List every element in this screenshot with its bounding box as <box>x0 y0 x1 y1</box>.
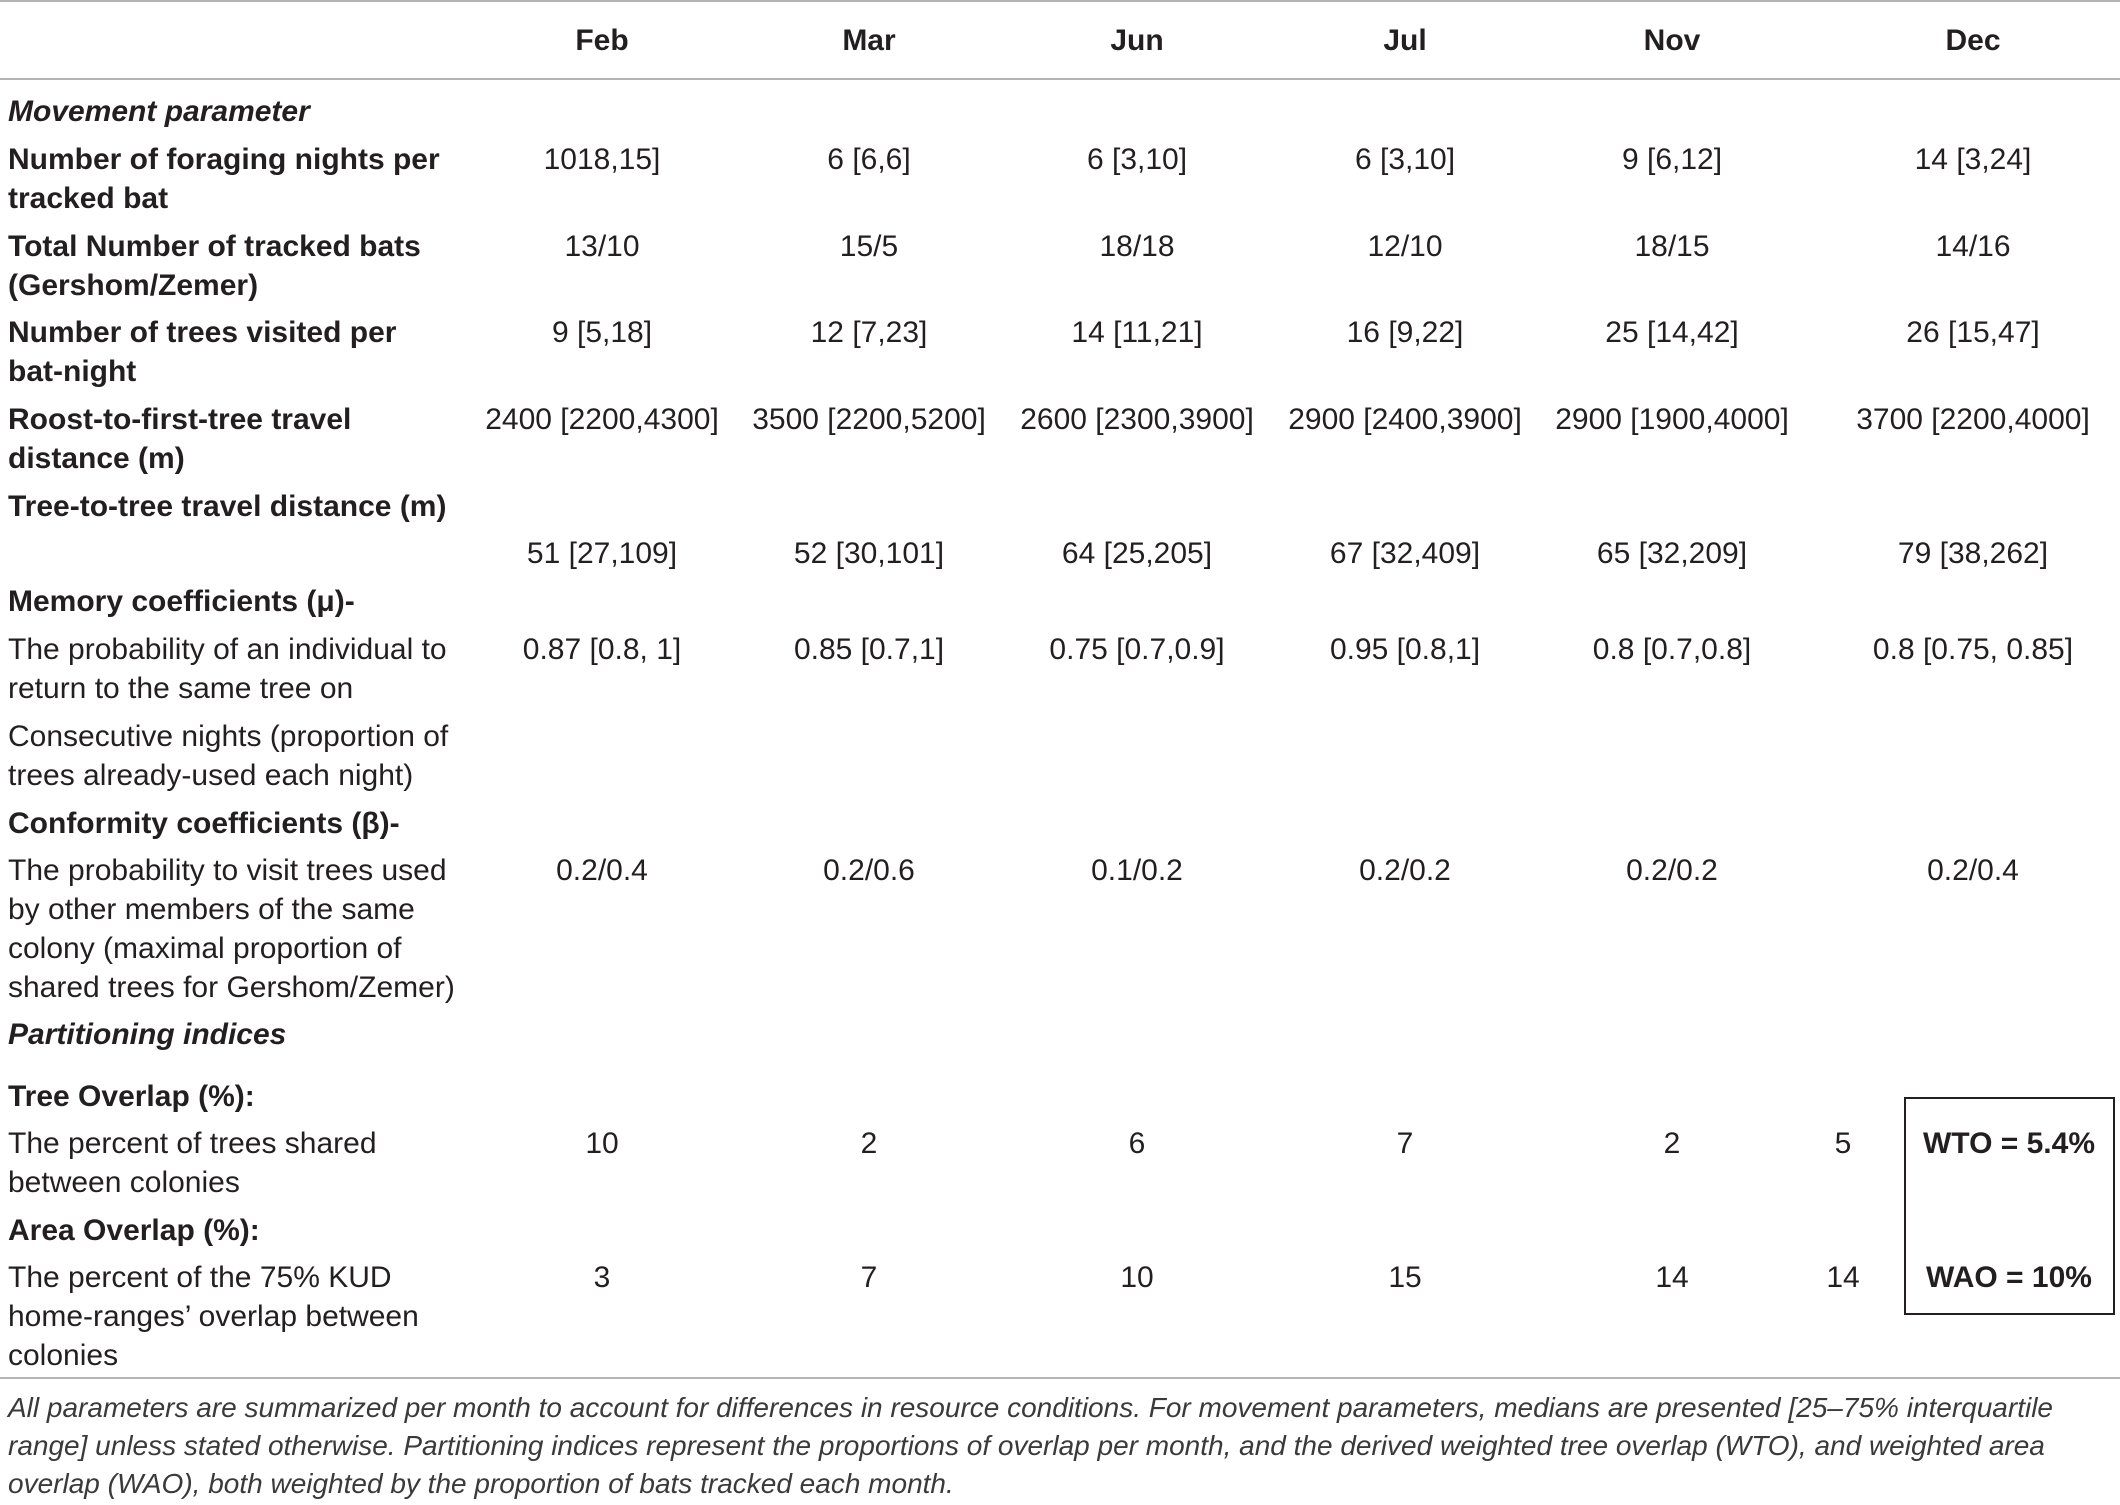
row-label: bat-night <box>8 355 137 388</box>
cell-feb: 3 <box>593 1261 611 1294</box>
cell-jun: 6 <box>1128 1127 1146 1160</box>
cell-dec: 5 <box>1834 1127 1852 1160</box>
row-label: Tree-to-tree travel distance (m) <box>8 490 447 523</box>
bottom-rule <box>0 1377 2120 1379</box>
col-header-feb: Feb <box>575 24 629 57</box>
cell-nov: 9 [6,12] <box>1621 143 1723 176</box>
cell-jul: 0.2/0.2 <box>1359 854 1451 887</box>
cell-mar: 0.2/0.6 <box>823 854 915 887</box>
row-description: home-ranges’ overlap between <box>8 1300 419 1333</box>
cell-mar: 3500 [2200,5200] <box>752 403 986 436</box>
row-description: by other members of the same <box>8 893 415 926</box>
col-header-jun: Jun <box>1110 24 1164 57</box>
cell-mar: 0.85 [0.7,1] <box>793 633 945 666</box>
wao-value: WAO = 10% <box>1926 1261 2092 1294</box>
cell-nov: 25 [14,42] <box>1605 316 1739 349</box>
row-heading: Conformity coefficients (β)- <box>8 807 400 840</box>
cell-jul: 15 <box>1388 1261 1422 1294</box>
cell-jun: 10 <box>1120 1261 1154 1294</box>
cell-dec: 26 [15,47] <box>1906 316 2040 349</box>
row-description: The percent of the 75% KUD <box>8 1261 392 1294</box>
cell-nov: 2900 [1900,4000] <box>1555 403 1789 436</box>
cell-feb: 0.2/0.4 <box>556 854 648 887</box>
row-description: Consecutive nights (proportion of <box>8 720 449 753</box>
row-description: The probability to visit trees used <box>8 854 447 887</box>
header-rule <box>0 78 2120 80</box>
cell-jul: 12/10 <box>1367 230 1443 263</box>
section-movement-parameter: Movement parameter <box>8 95 310 128</box>
cell-nov: 0.8 [0.7,0.8] <box>1592 633 1752 666</box>
cell-nov: 65 [32,209] <box>1596 537 1748 570</box>
cell-mar: 15/5 <box>839 230 899 263</box>
cell-jun: 64 [25,205] <box>1061 537 1213 570</box>
row-description: shared trees for Gershom/Zemer) <box>8 971 455 1004</box>
cell-feb: 2400 [2200,4300] <box>485 403 719 436</box>
row-heading: Memory coefficients (μ)- <box>8 585 355 618</box>
cell-feb: 0.87 [0.8, 1] <box>522 633 682 666</box>
cell-dec: 14 [3,24] <box>1914 143 2032 176</box>
row-label: Total Number of tracked bats <box>8 230 421 263</box>
cell-nov: 2 <box>1663 1127 1681 1160</box>
cell-jun: 6 [3,10] <box>1086 143 1188 176</box>
cell-jul: 67 [32,409] <box>1329 537 1481 570</box>
row-heading: Tree Overlap (%): <box>8 1080 255 1113</box>
cell-jun: 0.75 [0.7,0.9] <box>1049 633 1225 666</box>
cell-mar: 12 [7,23] <box>810 316 928 349</box>
row-description: The percent of trees shared <box>8 1127 377 1160</box>
cell-jun: 14 [11,21] <box>1071 316 1203 349</box>
cell-mar: 6 [6,6] <box>827 143 911 176</box>
row-label: distance (m) <box>8 442 185 475</box>
cell-dec: 14/16 <box>1935 230 2011 263</box>
cell-nov: 18/15 <box>1634 230 1710 263</box>
cell-jul: 16 [9,22] <box>1346 316 1464 349</box>
cell-jun: 18/18 <box>1099 230 1175 263</box>
cell-dec: 14 <box>1826 1261 1860 1294</box>
cell-mar: 52 [30,101] <box>793 537 945 570</box>
cell-jul: 7 <box>1396 1127 1414 1160</box>
cell-jun: 2600 [2300,3900] <box>1020 403 1254 436</box>
cell-jul: 2900 [2400,3900] <box>1288 403 1522 436</box>
row-heading: Area Overlap (%): <box>8 1214 260 1247</box>
row-description: trees already-used each night) <box>8 759 414 792</box>
row-description: colonies <box>8 1339 119 1372</box>
row-description: colony (maximal proportion of <box>8 932 402 965</box>
row-description: between colonies <box>8 1166 240 1199</box>
top-rule <box>0 0 2120 2</box>
row-label: tracked bat <box>8 182 169 215</box>
col-header-nov: Nov <box>1643 24 1701 57</box>
cell-jun: 0.1/0.2 <box>1091 854 1183 887</box>
cell-jul: 0.95 [0.8,1] <box>1329 633 1481 666</box>
cell-dec: 3700 [2200,4000] <box>1856 403 2090 436</box>
cell-feb: 9 [5,18] <box>551 316 653 349</box>
row-label: (Gershom/Zemer) <box>8 269 259 302</box>
cell-jul: 6 [3,10] <box>1354 143 1456 176</box>
cell-nov: 14 <box>1655 1261 1689 1294</box>
col-header-dec: Dec <box>1945 24 2001 57</box>
row-label: Roost-to-first-tree travel <box>8 403 352 436</box>
cell-dec: 0.2/0.4 <box>1927 854 2019 887</box>
cell-dec: 79 [38,262] <box>1897 537 2049 570</box>
cell-dec: 0.8 [0.75, 0.85] <box>1872 633 2074 666</box>
row-label: Number of trees visited per <box>8 316 397 349</box>
cell-mar: 7 <box>860 1261 878 1294</box>
cell-mar: 2 <box>860 1127 878 1160</box>
section-partitioning-indices: Partitioning indices <box>8 1018 287 1051</box>
col-header-jul: Jul <box>1383 24 1427 57</box>
row-label: Number of foraging nights per <box>8 143 440 176</box>
wto-value: WTO = 5.4% <box>1922 1127 2096 1160</box>
row-description: return to the same tree on <box>8 672 354 705</box>
cell-feb: 1018,15] <box>543 143 661 176</box>
cell-feb: 51 [27,109] <box>526 537 678 570</box>
cell-nov: 0.2/0.2 <box>1626 854 1718 887</box>
cell-feb: 10 <box>585 1127 619 1160</box>
table-footnote: All parameters are summarized per month to account for differences in resource conditions. For movement parameters, medians are presented [25–75% interquartile range] unless stated otherwise. Partitioning indices represent the proportions of overlap per month, and the derived weighted tree overlap (WTO), and weighted area overlap (WAO), both weighted by the proportion of bats tracked each month. <box>8 1392 2053 1499</box>
col-header-mar: Mar <box>842 24 896 57</box>
row-description: The probability of an individual to <box>8 633 447 666</box>
cell-feb: 13/10 <box>564 230 640 263</box>
